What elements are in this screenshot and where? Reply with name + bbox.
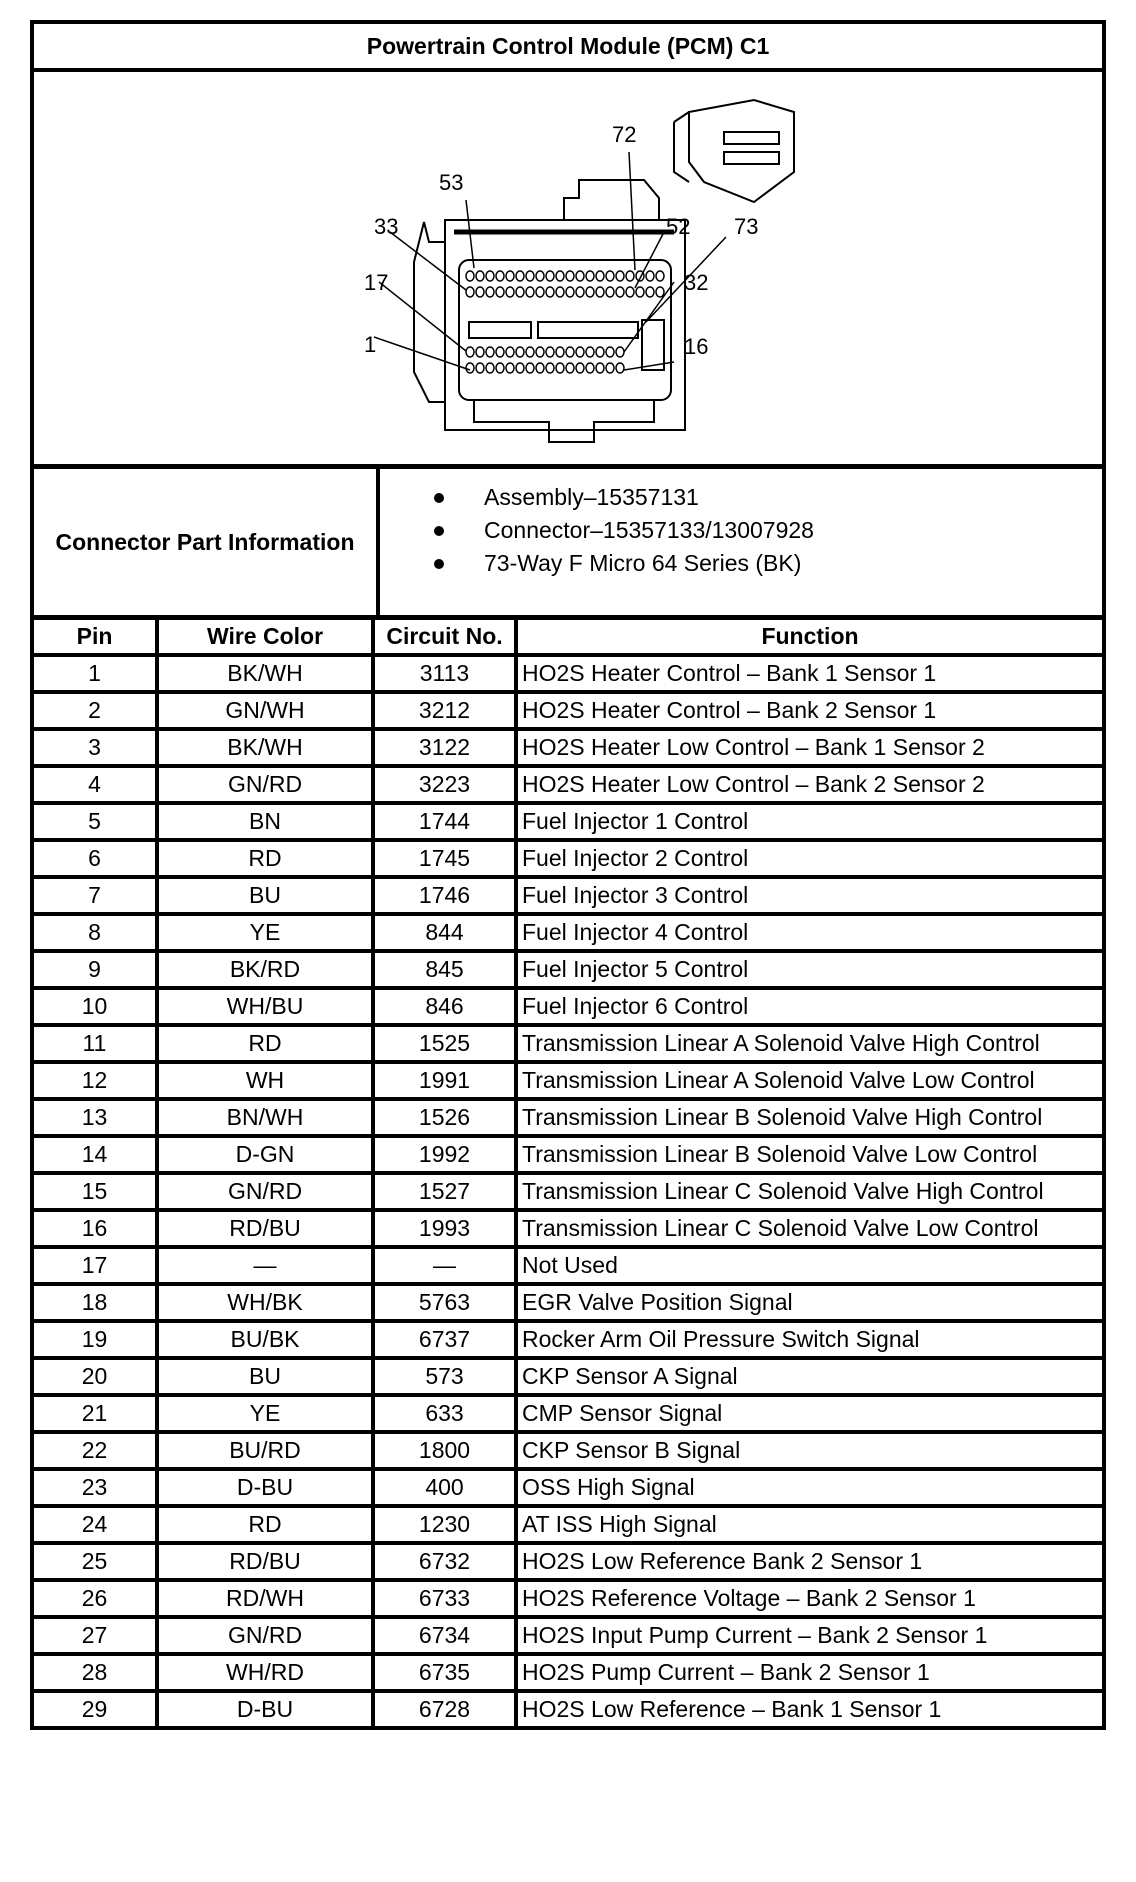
function-cell: Rocker Arm Oil Pressure Switch Signal xyxy=(516,1321,1102,1358)
circuit-cell: 1800 xyxy=(373,1432,516,1469)
pin-cell: 18 xyxy=(34,1284,157,1321)
table-row xyxy=(34,1469,1102,1506)
table-row xyxy=(34,692,1102,729)
table-row xyxy=(34,1432,1102,1469)
table-row xyxy=(34,1617,1102,1654)
circuit-cell: — xyxy=(373,1247,516,1284)
pin-hole xyxy=(576,347,584,357)
column-header: Pin xyxy=(34,620,157,655)
pin-hole xyxy=(606,363,614,373)
connector-info-text: Assembly–15357131 xyxy=(484,484,699,510)
pin-hole xyxy=(646,287,654,297)
pin-hole xyxy=(586,271,594,281)
pin-label: 16 xyxy=(684,334,709,359)
circuit-cell: 6733 xyxy=(373,1580,516,1617)
function-cell: OSS High Signal xyxy=(516,1469,1102,1506)
pin-hole xyxy=(516,347,524,357)
pin-hole xyxy=(536,271,544,281)
connector-info-item xyxy=(434,481,1102,514)
circuit-cell: 845 xyxy=(373,951,516,988)
connector-sheet xyxy=(30,20,1106,1730)
function-cell: HO2S Input Pump Current – Bank 2 Sensor 1 xyxy=(516,1617,1102,1654)
wire-color-cell: RD/BU xyxy=(157,1543,373,1580)
pin-cell: 13 xyxy=(34,1099,157,1136)
table-row xyxy=(34,1654,1102,1691)
wire-color-cell: RD/BU xyxy=(157,1210,373,1247)
pin-hole xyxy=(516,271,524,281)
connector-3d-latch xyxy=(674,112,689,182)
wire-color-cell: RD xyxy=(157,1025,373,1062)
wire-color-cell: RD xyxy=(157,1506,373,1543)
connector-info-item xyxy=(434,514,1102,547)
pin-cell: 15 xyxy=(34,1173,157,1210)
pin-hole xyxy=(466,271,474,281)
pin-hole xyxy=(656,287,664,297)
pin-hole xyxy=(596,347,604,357)
wire-color-cell: BK/WH xyxy=(157,729,373,766)
pin-hole xyxy=(616,271,624,281)
pin-hole xyxy=(596,287,604,297)
pin-hole xyxy=(536,287,544,297)
pin-cell: 14 xyxy=(34,1136,157,1173)
pin-hole xyxy=(466,347,474,357)
wire-color-cell: RD xyxy=(157,840,373,877)
pin-hole xyxy=(546,287,554,297)
table-row xyxy=(34,951,1102,988)
circuit-cell: 3212 xyxy=(373,692,516,729)
circuit-cell: 400 xyxy=(373,1469,516,1506)
column-header: Wire Color xyxy=(157,620,373,655)
wire-color-cell: WH/RD xyxy=(157,1654,373,1691)
pin-cell: 2 xyxy=(34,692,157,729)
function-cell: Fuel Injector 5 Control xyxy=(516,951,1102,988)
pin-cell: 20 xyxy=(34,1358,157,1395)
wire-color-cell: D-BU xyxy=(157,1469,373,1506)
wire-color-cell: GN/RD xyxy=(157,1617,373,1654)
bullet-icon xyxy=(434,559,444,569)
pin-hole xyxy=(486,287,494,297)
connector-face-illustration xyxy=(34,72,1102,464)
wire-color-cell: YE xyxy=(157,1395,373,1432)
column-header: Circuit No. xyxy=(373,620,516,655)
function-cell: EGR Valve Position Signal xyxy=(516,1284,1102,1321)
function-cell: Transmission Linear C Solenoid Valve High Control xyxy=(516,1173,1102,1210)
function-cell: Not Used xyxy=(516,1247,1102,1284)
pin-hole xyxy=(566,287,574,297)
pin-hole xyxy=(506,287,514,297)
pin-label: 32 xyxy=(684,270,709,295)
circuit-cell: 6735 xyxy=(373,1654,516,1691)
pin-cell: 16 xyxy=(34,1210,157,1247)
pin-hole xyxy=(496,271,504,281)
pin-cell: 29 xyxy=(34,1691,157,1726)
circuit-cell: 3113 xyxy=(373,655,516,692)
pin-label: 53 xyxy=(439,170,464,195)
pin-hole xyxy=(516,287,524,297)
pin-cell: 3 xyxy=(34,729,157,766)
leader-line xyxy=(624,362,674,370)
circuit-cell: 1745 xyxy=(373,840,516,877)
wire-color-cell: D-GN xyxy=(157,1136,373,1173)
connector-3d-pins xyxy=(724,132,779,144)
pin-hole xyxy=(586,363,594,373)
circuit-cell: 6728 xyxy=(373,1691,516,1726)
circuit-cell: 846 xyxy=(373,988,516,1025)
pin-hole xyxy=(606,347,614,357)
pin-hole xyxy=(466,363,474,373)
pin-hole xyxy=(656,271,664,281)
leader-line xyxy=(379,282,466,351)
wire-color-cell: D-BU xyxy=(157,1691,373,1726)
function-cell: HO2S Heater Low Control – Bank 2 Sensor 2 xyxy=(516,766,1102,803)
connector-slot xyxy=(469,322,531,338)
connector-3d-pins xyxy=(724,152,779,164)
connector-top-tab xyxy=(564,180,659,220)
table-row xyxy=(34,803,1102,840)
pin-hole xyxy=(506,363,514,373)
pin-cell: 10 xyxy=(34,988,157,1025)
table-row xyxy=(34,1358,1102,1395)
pin-cell: 27 xyxy=(34,1617,157,1654)
pin-hole xyxy=(636,287,644,297)
pin-hole xyxy=(566,271,574,281)
pin-hole xyxy=(586,347,594,357)
table-row xyxy=(34,1284,1102,1321)
function-cell: AT ISS High Signal xyxy=(516,1506,1102,1543)
pin-cell: 28 xyxy=(34,1654,157,1691)
table-row xyxy=(34,1062,1102,1099)
wire-color-cell: GN/RD xyxy=(157,1173,373,1210)
pin-hole xyxy=(626,271,634,281)
pin-cell: 19 xyxy=(34,1321,157,1358)
table-row xyxy=(34,840,1102,877)
wire-color-cell: YE xyxy=(157,914,373,951)
function-cell: Fuel Injector 1 Control xyxy=(516,803,1102,840)
pin-label: 1 xyxy=(364,332,377,357)
pin-cell: 22 xyxy=(34,1432,157,1469)
wire-color-cell: BN/WH xyxy=(157,1099,373,1136)
function-cell: Transmission Linear C Solenoid Valve Low Control xyxy=(516,1210,1102,1247)
pin-hole xyxy=(546,347,554,357)
function-cell: Transmission Linear B Solenoid Valve Low Control xyxy=(516,1136,1102,1173)
pin-hole xyxy=(566,363,574,373)
table-row xyxy=(34,1247,1102,1284)
pin-hole xyxy=(486,271,494,281)
pin-hole xyxy=(646,271,654,281)
pin-cell: 6 xyxy=(34,840,157,877)
leader-line xyxy=(629,152,635,270)
pin-hole xyxy=(596,271,604,281)
pin-hole xyxy=(506,347,514,357)
pin-hole xyxy=(536,347,544,357)
table-row xyxy=(34,988,1102,1025)
pin-hole xyxy=(606,271,614,281)
pin-hole xyxy=(526,271,534,281)
pin-cell: 21 xyxy=(34,1395,157,1432)
function-cell: CKP Sensor B Signal xyxy=(516,1432,1102,1469)
pin-cell: 26 xyxy=(34,1580,157,1617)
function-cell: Fuel Injector 4 Control xyxy=(516,914,1102,951)
pin-hole xyxy=(576,287,584,297)
circuit-cell: 1526 xyxy=(373,1099,516,1136)
pin-cell: 9 xyxy=(34,951,157,988)
pin-label: 52 xyxy=(666,214,691,239)
pin-hole xyxy=(556,287,564,297)
function-cell: HO2S Heater Low Control – Bank 1 Sensor 2 xyxy=(516,729,1102,766)
pinout-table xyxy=(34,620,1102,1726)
wire-color-cell: BU/RD xyxy=(157,1432,373,1469)
function-cell: Fuel Injector 2 Control xyxy=(516,840,1102,877)
connector-latch xyxy=(414,222,445,402)
pin-cell: 11 xyxy=(34,1025,157,1062)
pin-hole xyxy=(576,271,584,281)
table-row xyxy=(34,914,1102,951)
pin-hole xyxy=(556,363,564,373)
circuit-cell: 1744 xyxy=(373,803,516,840)
connector-info-list xyxy=(380,469,1102,615)
function-cell: Transmission Linear A Solenoid Valve Low Control xyxy=(516,1062,1102,1099)
pin-cell: 5 xyxy=(34,803,157,840)
leader-line xyxy=(624,282,674,352)
wire-color-cell: BU xyxy=(157,877,373,914)
wire-color-cell: — xyxy=(157,1247,373,1284)
circuit-cell: 6737 xyxy=(373,1321,516,1358)
bullet-icon xyxy=(434,526,444,536)
wire-color-cell: BK/WH xyxy=(157,655,373,692)
table-row xyxy=(34,1025,1102,1062)
function-cell: CMP Sensor Signal xyxy=(516,1395,1102,1432)
circuit-cell: 1992 xyxy=(373,1136,516,1173)
pin-hole xyxy=(496,347,504,357)
table-row xyxy=(34,1099,1102,1136)
wire-color-cell: BU/BK xyxy=(157,1321,373,1358)
pin-hole xyxy=(546,363,554,373)
pin-hole xyxy=(496,363,504,373)
pin-hole xyxy=(506,271,514,281)
wire-color-cell: BK/RD xyxy=(157,951,373,988)
table-row xyxy=(34,877,1102,914)
function-cell: Transmission Linear B Solenoid Valve High Control xyxy=(516,1099,1102,1136)
pin-label: 72 xyxy=(612,122,637,147)
pin-hole xyxy=(616,347,624,357)
pin-hole xyxy=(626,287,634,297)
circuit-cell: 3122 xyxy=(373,729,516,766)
circuit-cell: 1746 xyxy=(373,877,516,914)
table-row xyxy=(34,1580,1102,1617)
connector-info-text: Connector–15357133/13007928 xyxy=(484,517,814,543)
column-header: Function xyxy=(516,620,1102,655)
function-cell: HO2S Heater Control – Bank 1 Sensor 1 xyxy=(516,655,1102,692)
pin-hole xyxy=(496,287,504,297)
connector-pin-73-area xyxy=(642,320,664,370)
pin-cell: 12 xyxy=(34,1062,157,1099)
table-row xyxy=(34,1543,1102,1580)
circuit-cell: 1230 xyxy=(373,1506,516,1543)
pin-cell: 23 xyxy=(34,1469,157,1506)
circuit-cell: 6732 xyxy=(373,1543,516,1580)
connector-info-text: 73-Way F Micro 64 Series (BK) xyxy=(484,550,802,576)
circuit-cell: 573 xyxy=(373,1358,516,1395)
pin-hole xyxy=(516,363,524,373)
pin-hole xyxy=(526,363,534,373)
pin-hole xyxy=(616,287,624,297)
bullet-icon xyxy=(434,493,444,503)
pin-hole xyxy=(476,287,484,297)
connector-diagram xyxy=(34,72,1102,469)
function-cell: CKP Sensor A Signal xyxy=(516,1358,1102,1395)
pin-cell: 24 xyxy=(34,1506,157,1543)
pin-hole xyxy=(616,363,624,373)
function-cell: Fuel Injector 6 Control xyxy=(516,988,1102,1025)
wire-color-cell: WH/BK xyxy=(157,1284,373,1321)
connector-body-outline xyxy=(445,220,685,430)
pin-hole xyxy=(606,287,614,297)
wire-color-cell: WH/BU xyxy=(157,988,373,1025)
table-row xyxy=(34,1173,1102,1210)
function-cell: Fuel Injector 3 Control xyxy=(516,877,1102,914)
table-header-row xyxy=(34,620,1102,655)
table-row xyxy=(34,766,1102,803)
pin-hole xyxy=(586,287,594,297)
circuit-cell: 1525 xyxy=(373,1025,516,1062)
circuit-cell: 6734 xyxy=(373,1617,516,1654)
pin-hole xyxy=(476,271,484,281)
wire-color-cell: GN/WH xyxy=(157,692,373,729)
pin-label: 73 xyxy=(734,214,759,239)
table-row xyxy=(34,655,1102,692)
circuit-cell: 5763 xyxy=(373,1284,516,1321)
table-row xyxy=(34,729,1102,766)
pin-hole xyxy=(486,363,494,373)
table-row xyxy=(34,1321,1102,1358)
pin-hole xyxy=(466,287,474,297)
page-title: Powertrain Control Module (PCM) C1 xyxy=(34,24,1102,72)
pin-hole xyxy=(476,347,484,357)
connector-bottom-key xyxy=(474,400,654,442)
connector-slot xyxy=(538,322,638,338)
function-cell: Transmission Linear A Solenoid Valve High Control xyxy=(516,1025,1102,1062)
function-cell: HO2S Reference Voltage – Bank 2 Sensor 1 xyxy=(516,1580,1102,1617)
circuit-cell: 633 xyxy=(373,1395,516,1432)
pin-hole xyxy=(576,363,584,373)
pin-cell: 1 xyxy=(34,655,157,692)
connector-info-label: Connector Part Information xyxy=(34,469,380,615)
table-row xyxy=(34,1210,1102,1247)
pin-cell: 4 xyxy=(34,766,157,803)
wire-color-cell: WH xyxy=(157,1062,373,1099)
pin-hole xyxy=(596,363,604,373)
pin-hole xyxy=(476,363,484,373)
table-row xyxy=(34,1506,1102,1543)
table-row xyxy=(34,1395,1102,1432)
function-cell: HO2S Heater Control – Bank 2 Sensor 1 xyxy=(516,692,1102,729)
function-cell: HO2S Low Reference – Bank 1 Sensor 1 xyxy=(516,1691,1102,1726)
circuit-cell: 1527 xyxy=(373,1173,516,1210)
pin-hole xyxy=(556,347,564,357)
pin-hole xyxy=(546,271,554,281)
pin-cell: 17 xyxy=(34,1247,157,1284)
wire-color-cell: RD/WH xyxy=(157,1580,373,1617)
pin-hole xyxy=(526,347,534,357)
function-cell: HO2S Low Reference Bank 2 Sensor 1 xyxy=(516,1543,1102,1580)
table-row xyxy=(34,1136,1102,1173)
pin-hole xyxy=(536,363,544,373)
wire-color-cell: BN xyxy=(157,803,373,840)
circuit-cell: 3223 xyxy=(373,766,516,803)
pin-cell: 25 xyxy=(34,1543,157,1580)
pin-hole xyxy=(526,287,534,297)
connector-info-item xyxy=(434,547,1102,580)
circuit-cell: 1993 xyxy=(373,1210,516,1247)
wire-color-cell: BU xyxy=(157,1358,373,1395)
pin-cell: 7 xyxy=(34,877,157,914)
pin-label: 33 xyxy=(374,214,399,239)
circuit-cell: 844 xyxy=(373,914,516,951)
pin-hole xyxy=(566,347,574,357)
connector-part-info xyxy=(34,469,1102,620)
wire-color-cell: GN/RD xyxy=(157,766,373,803)
pin-hole xyxy=(556,271,564,281)
table-row xyxy=(34,1691,1102,1726)
pin-cell: 8 xyxy=(34,914,157,951)
pin-hole xyxy=(486,347,494,357)
circuit-cell: 1991 xyxy=(373,1062,516,1099)
function-cell: HO2S Pump Current – Bank 2 Sensor 1 xyxy=(516,1654,1102,1691)
pin-label: 17 xyxy=(364,270,389,295)
